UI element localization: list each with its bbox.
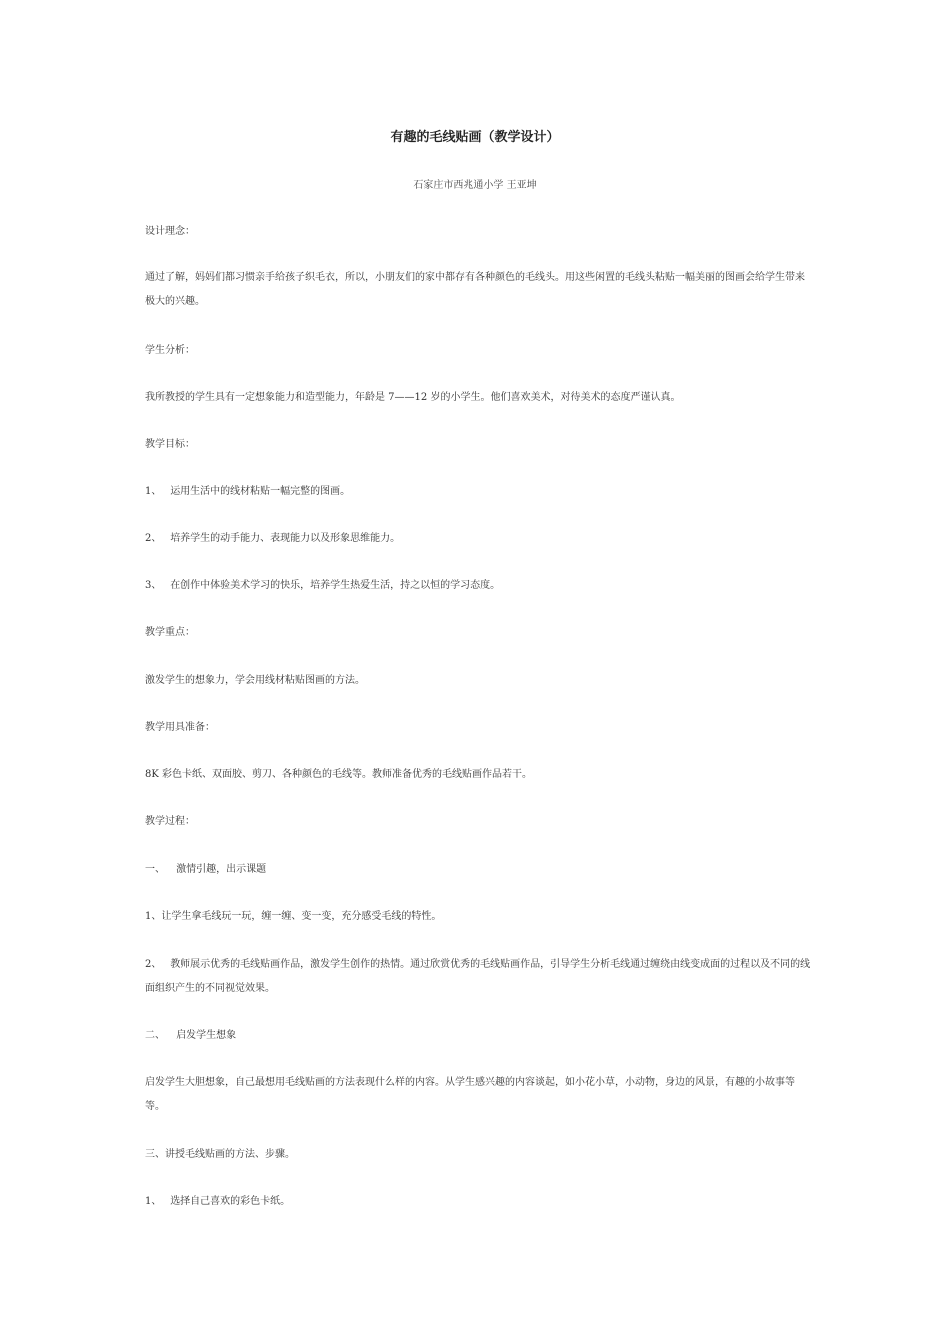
- step-item-number: 1、: [145, 1196, 162, 1207]
- step-item-text: 教师展示优秀的毛线贴画作品，激发学生创作的热情。通过欣赏优秀的毛线贴画作品，引导学生分析毛线通过缠绕由线变成面的过程以及不同的线面组织产生的不同视觉效果。: [145, 959, 811, 994]
- goal-item: [145, 527, 813, 551]
- step-item: [145, 953, 813, 1001]
- step-heading: 三、讲授毛线贴画的方法、步骤。: [145, 1149, 295, 1160]
- step-title: 激情引趣，出示课题: [176, 864, 267, 875]
- step-item: [145, 1190, 813, 1214]
- step-title: 启发学生想象: [176, 1030, 237, 1041]
- section-heading-materials: 教学用具准备：: [145, 722, 215, 733]
- author-line: 石家庄市西兆通小学 王亚坤: [413, 180, 537, 191]
- goal-number: 3、: [145, 580, 162, 591]
- goal-item: [145, 574, 813, 598]
- step-heading: [145, 858, 813, 882]
- step-item: 1、让学生拿毛线玩一玩，缠一缠、变一变，充分感受毛线的特性。: [145, 911, 442, 922]
- paragraph-materials: 8K 彩色卡纸、双面胶、剪刀、各种颜色的毛线等。教师准备优秀的毛线贴画作品若干。: [145, 769, 533, 780]
- goal-number: 2、: [145, 533, 162, 544]
- paragraph-step2: 启发学生大胆想象，自己最想用毛线贴画的方法表现什么样的内容。从学生感兴趣的内容谈起，如小花小草，小动物，身边的风景，有趣的小故事等等。: [145, 1077, 795, 1112]
- document-title: 有趣的毛线贴画（教学设计）: [390, 130, 560, 145]
- step-number: 二、: [145, 1030, 165, 1041]
- section-heading-student-analysis: 学生分析：: [145, 345, 195, 356]
- section-heading-design-concept: 设计理念：: [145, 226, 195, 237]
- section-heading-process: 教学过程：: [145, 816, 195, 827]
- paragraph-student-analysis: 我所教授的学生具有一定想象能力和造型能力，年龄是 7——12 岁的小学生。他们喜欢美术，对待美术的态度严谨认真。: [145, 392, 681, 403]
- step-item-number: 2、: [145, 959, 162, 970]
- paragraph-focus: 激发学生的想象力，学会用线材粘贴图画的方法。: [145, 675, 365, 686]
- step-number: 一、: [145, 864, 165, 875]
- goal-text: 运用生活中的线材粘贴一幅完整的图画。: [170, 486, 351, 497]
- goal-text: 在创作中体验美术学习的快乐，培养学生热爱生活，持之以恒的学习态度。: [170, 580, 501, 591]
- section-heading-goals: 教学目标：: [145, 439, 195, 450]
- step-item-text: 选择自己喜欢的彩色卡纸。: [170, 1196, 291, 1207]
- goal-item: [145, 480, 813, 504]
- step-heading: [145, 1024, 813, 1048]
- paragraph-design-concept: 通过了解，妈妈们都习惯亲手给孩子织毛衣，所以，小朋友们的家中都存有各种颜色的毛线头。用这些闲置的毛线头粘贴一幅美丽的图画会给学生带来极大的兴趣。: [145, 272, 805, 307]
- goal-number: 1、: [145, 486, 162, 497]
- section-heading-focus: 教学重点：: [145, 627, 195, 638]
- goal-text: 培养学生的动手能力、表现能力以及形象思维能力。: [170, 533, 401, 544]
